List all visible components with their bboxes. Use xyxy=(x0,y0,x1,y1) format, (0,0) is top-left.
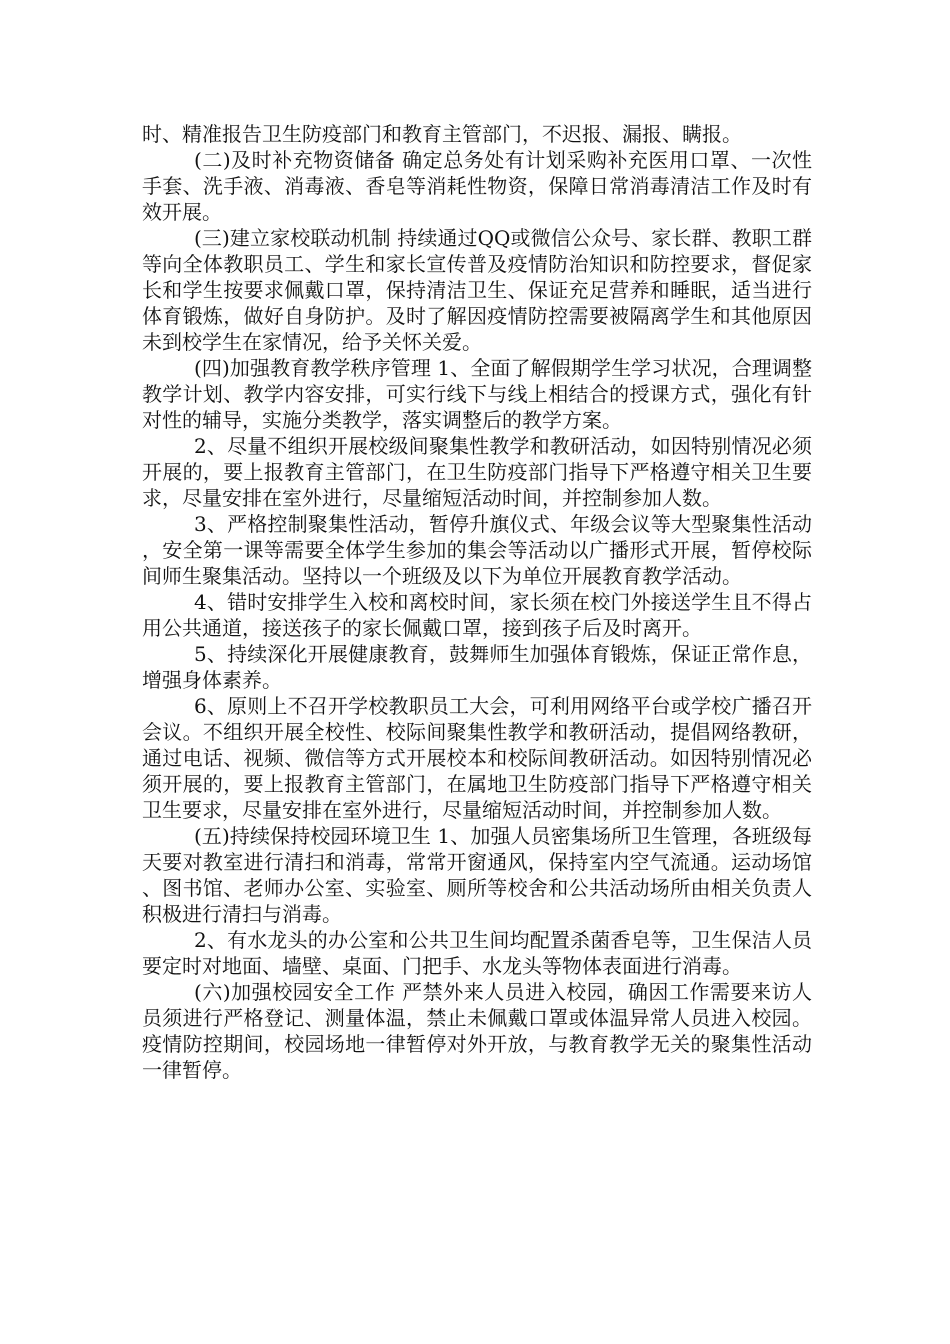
paragraph-supplies: (二)及时补充物资储备 确定总务处有计划采购补充医用口罩、一次性手套、洗手液、消毒液、香皂等消耗性物资，保障日常消毒清洁工作及时有效开展。 xyxy=(142,148,812,224)
paragraph-item-4: 4、错时安排学生入校和离校时间，家长须在校门外接送学生且不得占用公共通道，接送孩子的家长佩戴口罩，接到孩子后及时离开。 xyxy=(142,590,812,640)
paragraph-item-6: 6、原则上不召开学校教职员工大会，可利用网络平台或学校广播召开会议。不组织开展全校性、校际间聚集性教学和教研活动，提倡网络教研，通过电话、视频、微信等方式开展校本和校际间教研活动。如因特别情况必须开展的，要上报教育主管部门，在属地卫生防疫部门指导下严格遵守相关卫生要求，尽量安排在室外进行，尽量缩短活动时间，并控制参加人数。 xyxy=(142,694,812,822)
paragraph-home-school: (三)建立家校联动机制 持续通过QQ或微信公众号、家长群、教职工群等向全体教职员工、学生和家长宣传普及疫情防治知识和防控要求，督促家长和学生按要求佩戴口罩，保持清洁卫生、保证充足营养和睡眠，适当进行体育锻炼，做好自身防护。及时了解因疫情防控需要被隔离学生和其他原因未到校学生在家情况，给予关怀关爱。 xyxy=(142,226,812,354)
paragraph-item-2: 2、尽量不组织开展校级间聚集性教学和教研活动，如因特别情况必须开展的，要上报教育主管部门，在卫生防疫部门指导下严格遵守相关卫生要求，尽量安排在室外进行，尽量缩短活动时间，并控制参加人数。 xyxy=(142,434,812,510)
paragraph-teaching-order: (四)加强教育教学秩序管理 1、全面了解假期学生学习状况，合理调整教学计划、教学内容安排，可实行线下与线上相结合的授课方式，强化有针对性的辅导，实施分类教学，落实调整后的教学方案。 xyxy=(142,356,812,432)
paragraph-item-3: 3、严格控制聚集性活动，暂停升旗仪式、年级会议等大型聚集性活动，安全第一课等需要全体学生参加的集会等活动以广播形式开展，暂停校际间师生聚集活动。坚持以一个班级及以下为单位开展教育教学活动。 xyxy=(142,512,812,588)
paragraph-continuation: 时、精准报告卫生防疫部门和教育主管部门，不迟报、漏报、瞒报。 xyxy=(142,122,742,146)
paragraph-item-5: 5、持续深化开展健康教育，鼓舞师生加强体育锻炼，保证正常作息，增强身体素养。 xyxy=(142,642,812,692)
document-body xyxy=(142,121,812,1083)
paragraph-hygiene-item-2: 2、有水龙头的办公室和公共卫生间均配置杀菌香皂等，卫生保洁人员要定时对地面、墙壁、桌面、门把手、水龙头等物体表面进行消毒。 xyxy=(142,928,812,978)
paragraph-campus-hygiene: (五)持续保持校园环境卫生 1、加强人员密集场所卫生管理，各班级每天要对教室进行清扫和消毒，常常开窗通风，保持室内空气流通。运动场馆、图书馆、老师办公室、实验室、厕所等校舍和公共活动场所由相关负责人积极进行清扫与消毒。 xyxy=(142,824,812,926)
paragraph-campus-safety: (六)加强校园安全工作 严禁外来人员进入校园，确因工作需要来访人员须进行严格登记、测量体温，禁止未佩戴口罩或体温异常人员进入校园。疫情防控期间，校园场地一律暂停对外开放，与教育教学无关的聚集性活动一律暂停。 xyxy=(142,980,812,1082)
